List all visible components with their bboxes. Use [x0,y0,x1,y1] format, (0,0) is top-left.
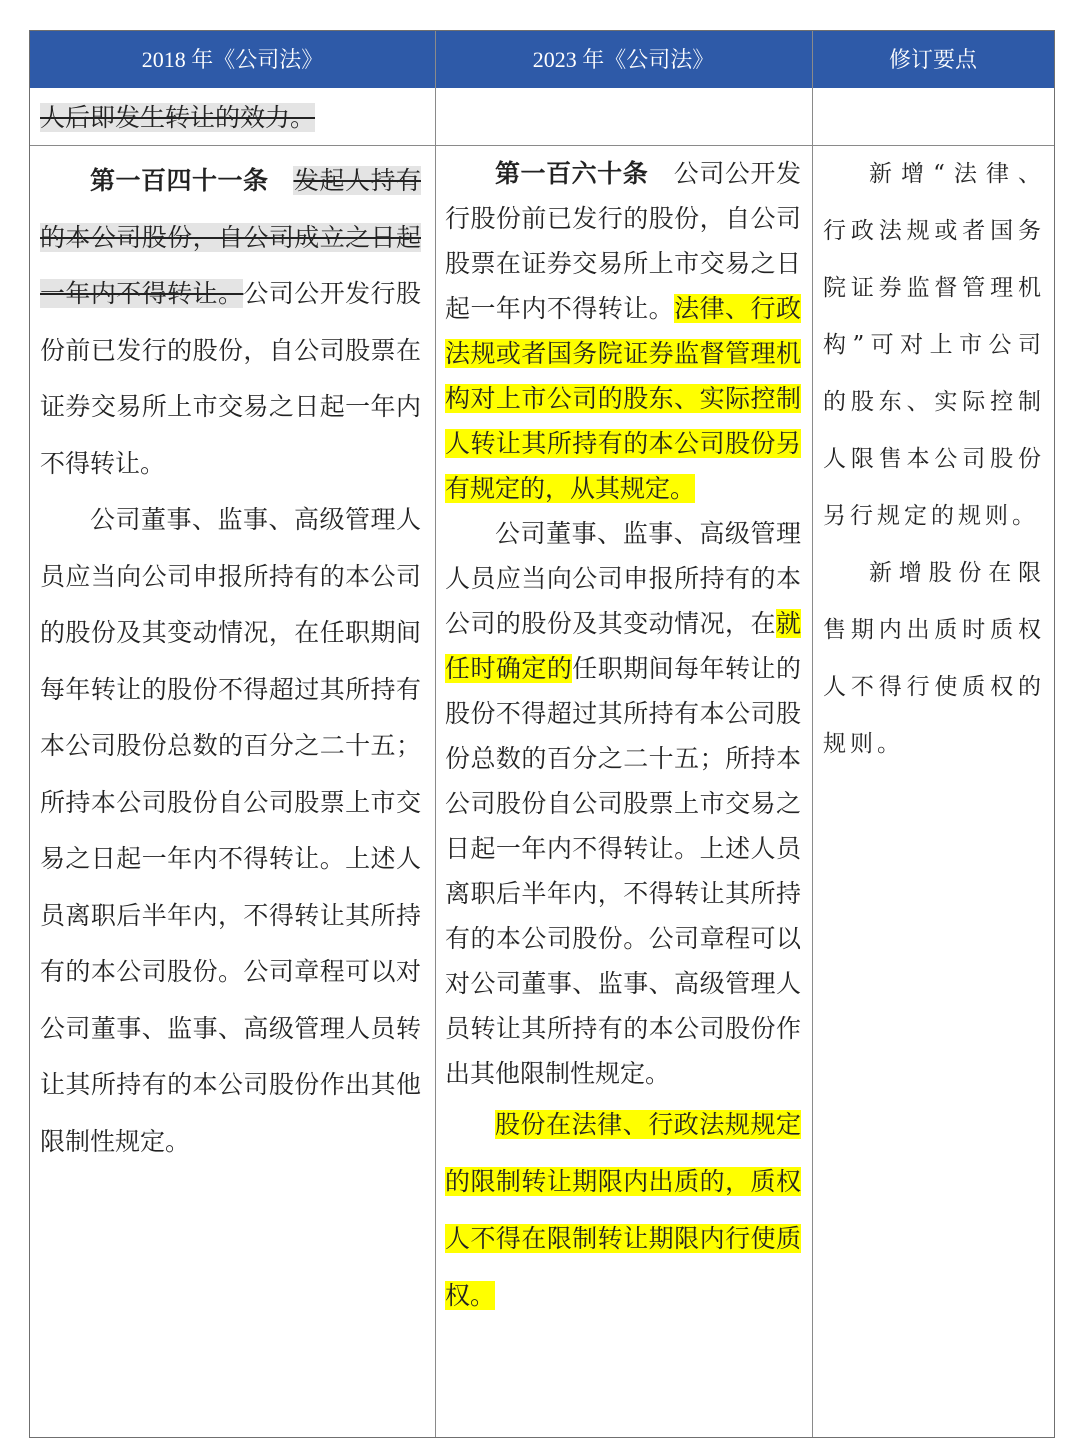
comparison-table [29,30,1055,1438]
note-2: 新增股份在限售期内出质时质权人不得行使质权的规则。 [823,560,1045,757]
note-1: 新增“法律、行政法规或者国务院证券监督管理机构”可对上市公司的股东、实际控制人限售本公司股份另行规定的规则。 [823,161,1045,529]
new-p2-highlight: 就任时确定的 [445,609,801,683]
new-p2-before: 公司董事、监事、高级管理人员应当向公司申报所持有的本公司的股份及其变动情况，在 [445,519,801,638]
old-struck-sentence: 发起人持有的本公司股份，自公司成立之日起一年内不得转让。 [40,166,421,308]
new-law-text [445,151,801,1324]
header-revision-points: 修订要点 [888,47,977,72]
struck-text: 人后即发生转让的效力。 [40,103,316,132]
new-p3-highlight: 股份在法律、行政法规规定的限制转让期限内出质的，质权人不得在限制转让期限内行使质权。 [445,1110,801,1310]
header-2023: 2023 年《公司法》 [532,47,715,72]
old-law-tail [40,95,430,140]
column-divider [812,31,813,1437]
header-2018: 2018 年《公司法》 [141,47,324,72]
column-divider [435,31,436,1437]
old-article-number: 第一百四十一条 [90,166,269,195]
table-header [30,31,1054,88]
new-article-number: 第一百六十条 [495,159,649,188]
old-law-text [40,153,421,1170]
new-p1-plain: 公司公开发行股份前已发行的股份，自公司股票在证券交易所上市交易之日起一年内不得转让。 [445,159,801,323]
old-p2: 公司董事、监事、高级管理人员应当向公司申报所持有的本公司的股份及其变动情况，在任职期间每年转让的股份不得超过其所持有本公司股份总数的百分之二十五；所持本公司股份自公司股票上市交易之日起一年内不得转让。上述人员离职后半年内，不得转让其所持有的本公司股份。公司章程可以对公司董事、监事、高级管理人员转让其所持有的本公司股份作出其他限制性规定。 [40,505,421,1156]
old-p1-rest: 公司公开发行股份前已发行的股份，自公司股票在证券交易所上市交易之日起一年内不得转让。 [40,279,421,478]
new-p2-after: 任职期间每年转让的股份不得超过其所持有本公司股份总数的百分之二十五；所持本公司股份自公司股票上市交易之日起一年内不得转让。上述人员离职后半年内，不得转让其所持有的本公司股份。公司章程可以对公司董事、监事、高级管理人员转让其所持有的本公司股份作出其他限制性规定。 [445,654,801,1088]
new-p1-highlight: 法律、行政法规或者国务院证券监督管理机构对上市公司的股东、实际控制人转让其所持有的本公司股份另有规定的，从其规定。 [445,294,801,503]
revision-notes [823,146,1045,773]
